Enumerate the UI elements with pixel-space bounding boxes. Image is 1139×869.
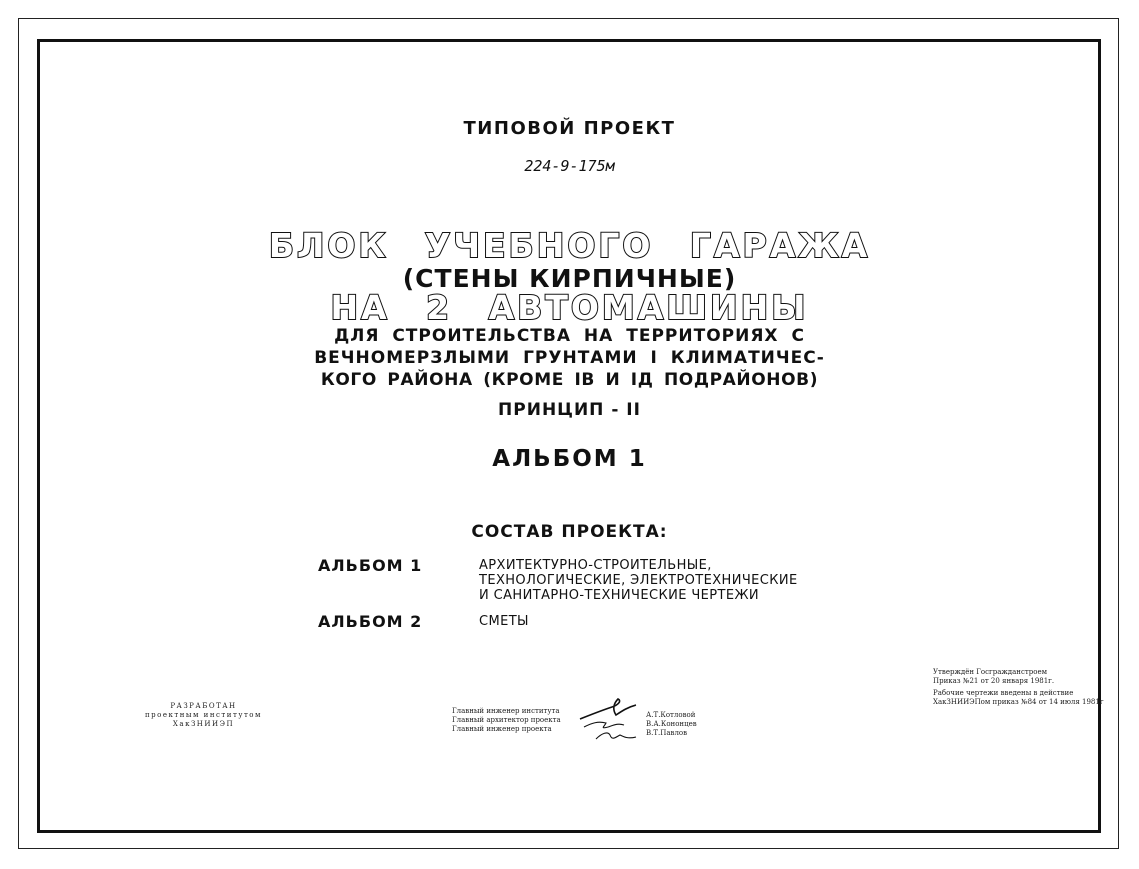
description-line-2: ВЕЧНОМЕРЗЛЫМИ ГРУНТАМИ I КЛИМАТИЧЕС- [314,348,825,368]
description-line-1: ДЛЯ СТРОИТЕЛЬСТВА НА ТЕРРИТОРИЯХ С [334,326,805,346]
developer-block [145,702,262,729]
description-line-3: КОГО РАЙОНА (КРОМЕ IВ И IД ПОДРАЙОНОВ) [320,370,819,390]
developer-line: ХакЗНИИЭП [172,720,235,728]
title-line-2: (СТЕНЫ КИРПИЧНЫЕ) [402,264,737,293]
album-1-line: ТЕХНОЛОГИЧЕСКИЕ, ЭЛЕКТРОТЕХНИЧЕСКИЕ [479,573,798,588]
signature-role: Главный архитектор проекта [452,716,561,724]
signature-names [646,711,697,738]
project-type: ТИПОВОЙ ПРОЕКТ [463,118,676,139]
signature-name: В.Т.Павлов [646,729,688,737]
principle: ПРИНЦИП - II [498,400,641,420]
developer-line: проектным институтом [145,711,262,719]
developer-line: РАЗРАБОТАН [170,702,237,710]
approval-line: Приказ №21 от 20 января 1981г. [933,677,1055,685]
composition-heading: СОСТАВ ПРОЕКТА: [471,522,668,542]
album-1-line: И САНИТАРНО-ТЕХНИЧЕСКИЕ ЧЕРТЕЖИ [479,588,760,603]
title-line-3: НА 2 АВТОМАШИНЫ [330,288,809,327]
title-line-1: БЛОК УЧЕБНОГО ГАРАЖА [268,226,871,265]
album-1-description [479,558,798,603]
project-number: 224-9-175м [524,157,615,175]
signature-name: В.А.Кононцев [646,720,697,728]
album-number: АЛЬБОМ 1 [492,446,647,472]
album-2-label: АЛЬБОМ 2 [318,612,423,631]
approval-line: ХакЗНИИЭПом приказ №84 от 14 июля 1981г [933,698,1104,706]
approval-note [933,668,1104,707]
signature-role: Главный инженер института [452,707,560,715]
signature-role: Главный инженер проекта [452,725,552,733]
album-2-description [479,614,529,629]
signature-name: А.Т.Котловой [646,711,696,719]
album-1-line: АРХИТЕКТУРНО-СТРОИТЕЛЬНЫЕ, [479,558,712,573]
approval-line: Утверждён Госгражданстроем [933,668,1048,676]
approval-line: Рабочие чертежи введены в действие [933,689,1074,697]
album-1-label: АЛЬБОМ 1 [318,556,423,575]
signature-roles [452,707,561,734]
album-2-line: СМЕТЫ [479,614,529,629]
handwritten-signatures [578,697,642,747]
